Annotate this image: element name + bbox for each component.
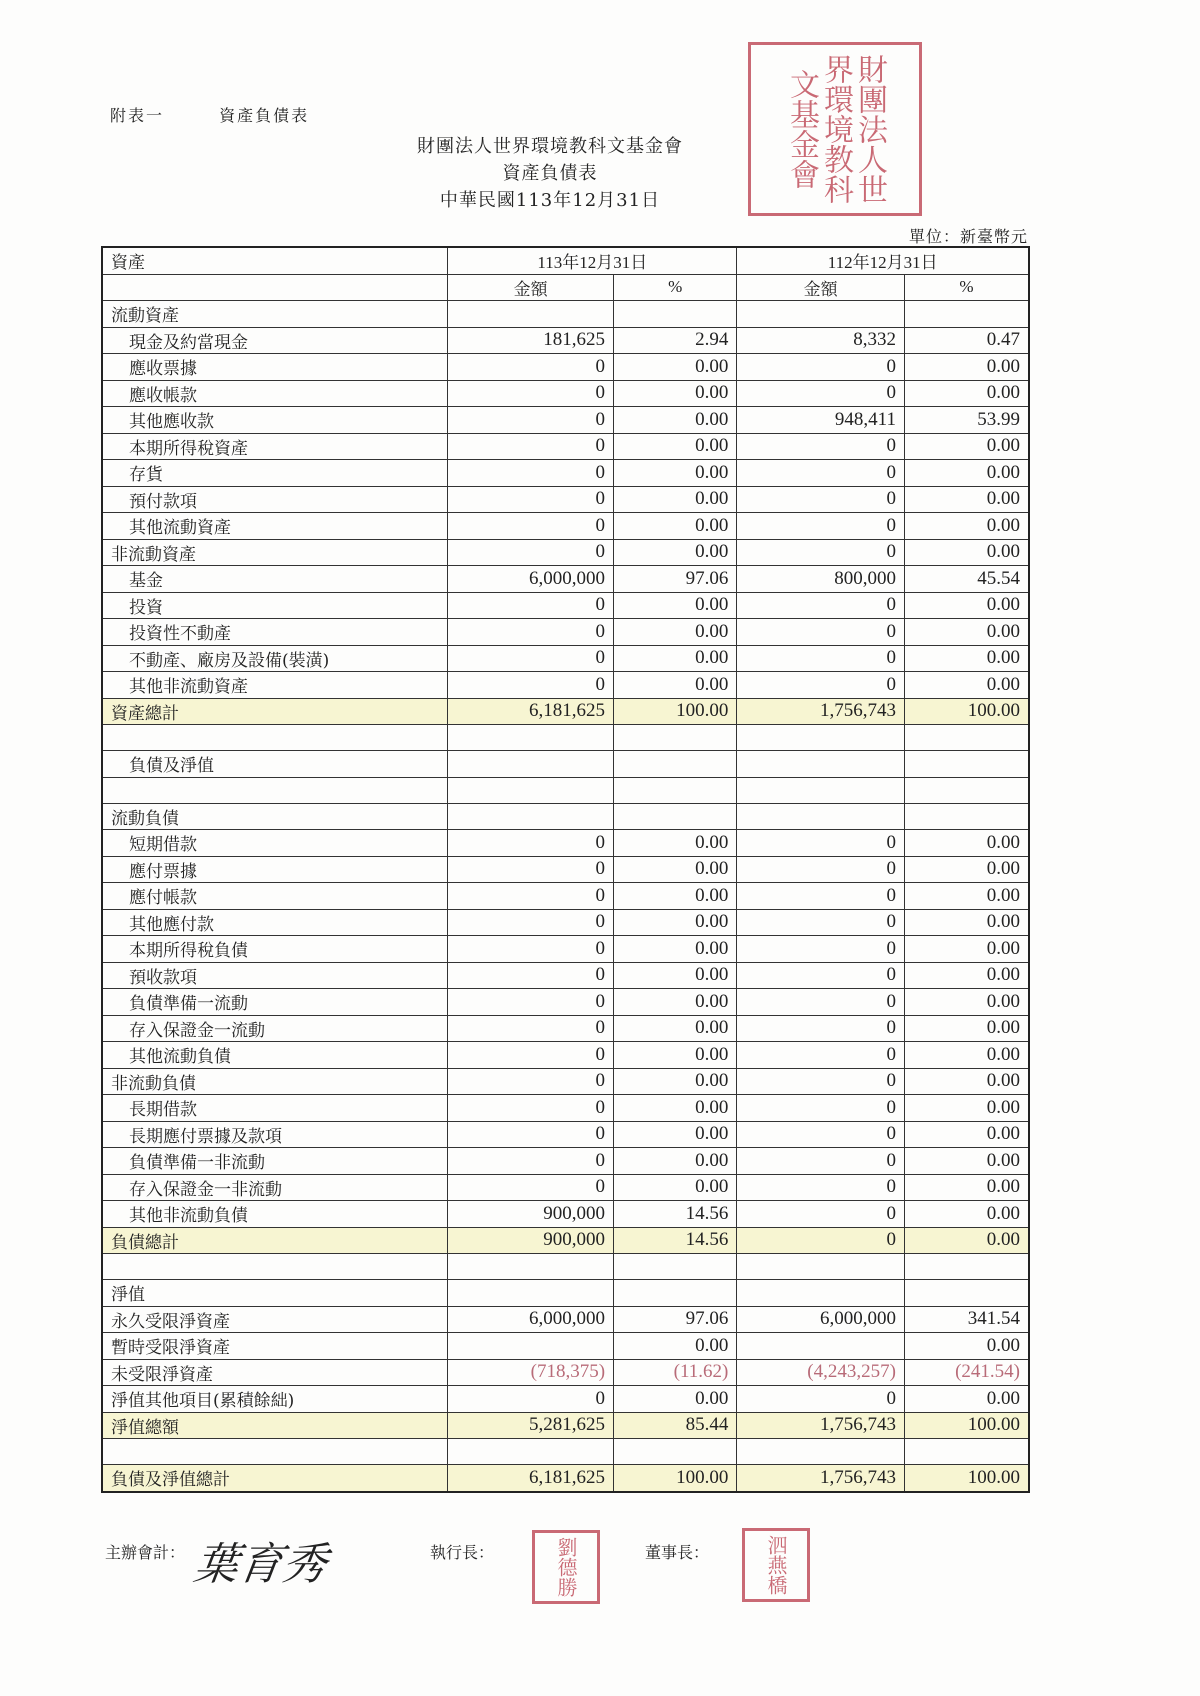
percent-current: 0.00 [614, 989, 737, 1016]
blank-row [102, 725, 1029, 751]
accountant-signature: 葉育秀 [190, 1539, 330, 1590]
percent-current: 100.00 [614, 698, 737, 725]
amount-prior [737, 1439, 905, 1465]
percent-prior: 0.00 [904, 1095, 1029, 1122]
total-row [102, 1412, 1029, 1439]
table-row [102, 962, 1029, 989]
amount-current: 0 [448, 1386, 614, 1413]
percent-prior: 0.00 [904, 619, 1029, 646]
percent-prior: 0.00 [904, 486, 1029, 513]
percent-prior [904, 1254, 1029, 1280]
amount-current: 0 [448, 1121, 614, 1148]
table-row [102, 380, 1029, 407]
corner-label: 資產 [102, 247, 448, 274]
empty-header-cell [102, 274, 448, 301]
percent-current: 0.00 [614, 1174, 737, 1201]
percent-current [614, 803, 737, 830]
amount-prior: 0 [737, 592, 905, 619]
table-row [102, 1201, 1029, 1228]
amount-prior: 0 [737, 513, 905, 540]
period-current: 113年12月31日 [448, 247, 737, 274]
row-label: 本期所得稅負債 [102, 936, 448, 963]
balance-sheet-table [101, 246, 1030, 1493]
amount-prior: 0 [737, 1015, 905, 1042]
table-row [102, 856, 1029, 883]
row-label [102, 777, 448, 803]
col-percent-prior: % [904, 274, 1029, 301]
table-row [102, 989, 1029, 1016]
table-row [102, 1306, 1029, 1333]
row-label: 應付帳款 [102, 883, 448, 910]
percent-current: 0.00 [614, 1042, 737, 1069]
table-row [102, 936, 1029, 963]
ceo-label: 執行長： [430, 1543, 495, 1562]
percent-current: 0.00 [614, 645, 737, 672]
amount-current: 0 [448, 592, 614, 619]
annex-heading [110, 103, 357, 126]
amount-current: 0 [448, 380, 614, 407]
table-body [102, 301, 1029, 1492]
row-label: 其他應付款 [102, 909, 448, 936]
row-label: 投資性不動產 [102, 619, 448, 646]
percent-prior: 0.00 [904, 433, 1029, 460]
table-row [102, 327, 1029, 354]
row-label: 存入保證金一非流動 [102, 1174, 448, 1201]
percent-prior [904, 725, 1029, 751]
percent-prior: 53.99 [904, 407, 1029, 434]
row-label: 暫時受限淨資產 [102, 1333, 448, 1360]
row-label: 非流動資產 [102, 539, 448, 566]
amount-current: 0 [448, 486, 614, 513]
table-row [102, 1174, 1029, 1201]
row-label: 負債及淨值 [102, 751, 448, 778]
amount-current [448, 777, 614, 803]
row-label: 流動負債 [102, 803, 448, 830]
percent-prior [904, 803, 1029, 830]
amount-current [448, 725, 614, 751]
col-percent-current: % [614, 274, 737, 301]
percent-prior: 0.00 [904, 1333, 1029, 1360]
percent-prior: 0.00 [904, 1227, 1029, 1254]
percent-prior: 0.00 [904, 513, 1029, 540]
percent-current: 0.00 [614, 433, 737, 460]
amount-current: 6,000,000 [448, 1306, 614, 1333]
percent-current: 0.00 [614, 962, 737, 989]
amount-current: 0 [448, 1174, 614, 1201]
amount-prior: 0 [737, 830, 905, 857]
total-row [102, 1465, 1029, 1492]
amount-prior: 6,000,000 [737, 1306, 905, 1333]
percent-current [614, 725, 737, 751]
amount-prior [737, 1280, 905, 1307]
table-row [102, 460, 1029, 487]
percent-prior: 0.00 [904, 592, 1029, 619]
amount-prior [737, 725, 905, 751]
table-row [102, 909, 1029, 936]
row-label: 非流動負債 [102, 1068, 448, 1095]
row-label: 應付票據 [102, 856, 448, 883]
amount-current: 6,181,625 [448, 698, 614, 725]
percent-prior [904, 301, 1029, 328]
amount-prior [737, 1333, 905, 1360]
row-label: 存貨 [102, 460, 448, 487]
percent-current: 0.00 [614, 672, 737, 699]
row-label [102, 725, 448, 751]
table-row [102, 513, 1029, 540]
amount-current [448, 301, 614, 328]
amount-current: 0 [448, 856, 614, 883]
percent-prior: 45.54 [904, 566, 1029, 593]
amount-prior: 8,332 [737, 327, 905, 354]
table-row [102, 619, 1029, 646]
row-label: 投資 [102, 592, 448, 619]
column-header-row [102, 274, 1029, 301]
percent-prior: 0.00 [904, 1174, 1029, 1201]
amount-prior: 1,756,743 [737, 1412, 905, 1439]
row-label: 本期所得稅資產 [102, 433, 448, 460]
amount-prior [737, 301, 905, 328]
amount-current: 0 [448, 989, 614, 1016]
doc-date: 中華民國113年12月31日 [439, 190, 661, 211]
amount-current: 0 [448, 962, 614, 989]
percent-current: 97.06 [614, 566, 737, 593]
percent-current: (11.62) [614, 1359, 737, 1386]
row-label: 未受限淨資產 [102, 1359, 448, 1386]
amount-prior [737, 777, 905, 803]
amount-current: 0 [448, 1042, 614, 1069]
amount-current: 0 [448, 1068, 614, 1095]
percent-prior: 0.00 [904, 962, 1029, 989]
table-row [102, 1121, 1029, 1148]
percent-prior: 0.00 [904, 1015, 1029, 1042]
row-label: 長期借款 [102, 1095, 448, 1122]
row-label: 負債準備一流動 [102, 989, 448, 1016]
table-row [102, 592, 1029, 619]
table-row [102, 433, 1029, 460]
percent-prior [904, 1280, 1029, 1307]
row-label: 負債準備一非流動 [102, 1148, 448, 1175]
percent-current [614, 751, 737, 778]
percent-prior: 0.00 [904, 354, 1029, 381]
table-row [102, 883, 1029, 910]
percent-current: 14.56 [614, 1227, 737, 1254]
amount-current: 0 [448, 672, 614, 699]
percent-current [614, 1254, 737, 1280]
percent-prior: 0.00 [904, 883, 1029, 910]
row-label: 基金 [102, 566, 448, 593]
table-row [102, 1148, 1029, 1175]
amount-current: 0 [448, 619, 614, 646]
percent-prior: 0.00 [904, 672, 1029, 699]
amount-current: 0 [448, 460, 614, 487]
accountant-label: 主辦會計： [105, 1543, 186, 1562]
amount-current: 0 [448, 407, 614, 434]
amount-prior: 0 [737, 460, 905, 487]
col-amount-current: 金額 [448, 274, 614, 301]
amount-prior: 948,411 [737, 407, 905, 434]
percent-current: 0.00 [614, 513, 737, 540]
amount-prior [737, 803, 905, 830]
percent-prior: 0.00 [904, 539, 1029, 566]
row-label: 短期借款 [102, 830, 448, 857]
period-header-row [102, 247, 1029, 274]
chair-label: 董事長： [645, 1543, 710, 1562]
annex-label: 附表一 [110, 106, 165, 125]
section-row [102, 301, 1029, 328]
percent-prior: 0.00 [904, 830, 1029, 857]
document-title-block [380, 133, 720, 214]
percent-current: 0.00 [614, 830, 737, 857]
row-label: 負債及淨值總計 [102, 1465, 448, 1492]
amount-current: 0 [448, 883, 614, 910]
amount-prior: 0 [737, 486, 905, 513]
amount-current: 0 [448, 433, 614, 460]
currency-unit: 單位：新臺幣元 [908, 227, 1028, 246]
amount-current: 0 [448, 1015, 614, 1042]
row-label: 其他非流動負債 [102, 1201, 448, 1228]
amount-prior: 0 [737, 1095, 905, 1122]
percent-current: 14.56 [614, 1201, 737, 1228]
amount-prior: 0 [737, 619, 905, 646]
percent-current: 0.00 [614, 936, 737, 963]
percent-current: 100.00 [614, 1465, 737, 1492]
amount-prior: 0 [737, 1148, 905, 1175]
amount-prior: 0 [737, 539, 905, 566]
amount-prior: 0 [737, 1386, 905, 1413]
amount-prior: 0 [737, 962, 905, 989]
percent-current: 0.00 [614, 1386, 737, 1413]
percent-prior: 0.00 [904, 1148, 1029, 1175]
org-name: 財團法人世界環境教科文基金會 [417, 136, 683, 157]
amount-current: 0 [448, 354, 614, 381]
percent-prior: 0.00 [904, 1042, 1029, 1069]
row-label [102, 1439, 448, 1465]
row-label: 現金及約當現金 [102, 327, 448, 354]
annex-title: 資產負債表 [219, 106, 310, 125]
amount-prior: 0 [737, 380, 905, 407]
percent-prior: 0.00 [904, 645, 1029, 672]
percent-current: 0.00 [614, 619, 737, 646]
amount-prior: 0 [737, 1068, 905, 1095]
table-row [102, 672, 1029, 699]
percent-current: 0.00 [614, 1121, 737, 1148]
amount-current [448, 1439, 614, 1465]
table-row [102, 1359, 1029, 1386]
percent-current: 0.00 [614, 592, 737, 619]
percent-prior [904, 751, 1029, 778]
amount-current: 0 [448, 513, 614, 540]
amount-current [448, 1280, 614, 1307]
percent-current: 0.00 [614, 354, 737, 381]
table-row [102, 645, 1029, 672]
row-label: 不動產、廠房及設備(裝潢) [102, 645, 448, 672]
period-prior: 112年12月31日 [737, 247, 1029, 274]
amount-prior: 0 [737, 936, 905, 963]
table-row [102, 1042, 1029, 1069]
percent-current: 2.94 [614, 327, 737, 354]
amount-prior: 0 [737, 354, 905, 381]
amount-prior: 0 [737, 1042, 905, 1069]
percent-current: 0.00 [614, 1068, 737, 1095]
amount-current: (718,375) [448, 1359, 614, 1386]
amount-prior: 0 [737, 909, 905, 936]
percent-prior: 0.00 [904, 1201, 1029, 1228]
percent-prior [904, 777, 1029, 803]
table-row [102, 1015, 1029, 1042]
percent-current: 0.00 [614, 856, 737, 883]
row-label: 預付款項 [102, 486, 448, 513]
percent-prior: 0.00 [904, 936, 1029, 963]
amount-prior: 0 [737, 1227, 905, 1254]
table-row [102, 1068, 1029, 1095]
row-label: 流動資產 [102, 301, 448, 328]
chair-seal-icon: 泗燕橋 [742, 1528, 810, 1602]
percent-prior: 0.00 [904, 460, 1029, 487]
row-label: 其他流動資產 [102, 513, 448, 540]
percent-prior: 0.00 [904, 1121, 1029, 1148]
amount-prior: 800,000 [737, 566, 905, 593]
organization-seal-icon: 財團法人世界環境教科文基金會 [748, 42, 922, 216]
amount-current: 0 [448, 1095, 614, 1122]
amount-current: 0 [448, 1148, 614, 1175]
percent-prior [904, 1439, 1029, 1465]
row-label [102, 1254, 448, 1280]
percent-current [614, 1439, 737, 1465]
percent-current [614, 301, 737, 328]
blank-row [102, 777, 1029, 803]
percent-current: 0.00 [614, 460, 737, 487]
table-row [102, 566, 1029, 593]
percent-prior: 0.00 [904, 380, 1029, 407]
section-row [102, 803, 1029, 830]
ceo-seal-icon: 劉德勝 [532, 1530, 600, 1604]
section-row [102, 751, 1029, 778]
percent-current: 0.00 [614, 1095, 737, 1122]
amount-current: 900,000 [448, 1227, 614, 1254]
percent-prior: 0.00 [904, 909, 1029, 936]
amount-prior: 0 [737, 672, 905, 699]
amount-prior [737, 751, 905, 778]
amount-prior: 1,756,743 [737, 698, 905, 725]
percent-current [614, 1280, 737, 1307]
table-row [102, 1095, 1029, 1122]
amount-prior: 0 [737, 883, 905, 910]
percent-current: 0.00 [614, 1015, 737, 1042]
row-label: 應收帳款 [102, 380, 448, 407]
percent-current: 0.00 [614, 1333, 737, 1360]
amount-current: 6,000,000 [448, 566, 614, 593]
percent-current: 0.00 [614, 380, 737, 407]
percent-prior: 0.00 [904, 856, 1029, 883]
row-label: 負債總計 [102, 1227, 448, 1254]
table-row [102, 539, 1029, 566]
col-amount-prior: 金額 [737, 274, 905, 301]
amount-current: 0 [448, 909, 614, 936]
row-label: 淨值 [102, 1280, 448, 1307]
percent-prior: 0.47 [904, 327, 1029, 354]
row-label: 淨值總額 [102, 1412, 448, 1439]
section-row [102, 1280, 1029, 1307]
total-row [102, 1227, 1029, 1254]
amount-current [448, 803, 614, 830]
percent-current: 0.00 [614, 909, 737, 936]
percent-current: 0.00 [614, 883, 737, 910]
row-label: 資產總計 [102, 698, 448, 725]
amount-prior: 0 [737, 1201, 905, 1228]
row-label: 應收票據 [102, 354, 448, 381]
row-label: 其他應收款 [102, 407, 448, 434]
percent-current: 0.00 [614, 539, 737, 566]
row-label: 存入保證金一流動 [102, 1015, 448, 1042]
amount-current: 0 [448, 936, 614, 963]
amount-prior: 0 [737, 433, 905, 460]
amount-current: 900,000 [448, 1201, 614, 1228]
percent-prior: 100.00 [904, 1465, 1029, 1492]
amount-prior: 0 [737, 645, 905, 672]
amount-current: 0 [448, 830, 614, 857]
amount-prior: 0 [737, 989, 905, 1016]
amount-prior [737, 1254, 905, 1280]
amount-current: 5,281,625 [448, 1412, 614, 1439]
percent-prior: 0.00 [904, 1068, 1029, 1095]
percent-current: 97.06 [614, 1306, 737, 1333]
row-label: 預收款項 [102, 962, 448, 989]
percent-prior: 341.54 [904, 1306, 1029, 1333]
table-row [102, 1333, 1029, 1360]
amount-current: 0 [448, 645, 614, 672]
row-label: 其他非流動資產 [102, 672, 448, 699]
total-row [102, 698, 1029, 725]
amount-prior: 0 [737, 1174, 905, 1201]
percent-prior: (241.54) [904, 1359, 1029, 1386]
percent-current: 0.00 [614, 1148, 737, 1175]
table-row [102, 830, 1029, 857]
amount-prior: (4,243,257) [737, 1359, 905, 1386]
amount-current: 0 [448, 539, 614, 566]
table-row [102, 407, 1029, 434]
row-label: 淨值其他項目(累積餘絀) [102, 1386, 448, 1413]
row-label: 其他流動負債 [102, 1042, 448, 1069]
percent-current: 0.00 [614, 486, 737, 513]
doc-title: 資產負債表 [502, 163, 598, 184]
amount-prior: 0 [737, 856, 905, 883]
row-label: 永久受限淨資產 [102, 1306, 448, 1333]
amount-prior: 1,756,743 [737, 1465, 905, 1492]
percent-prior: 100.00 [904, 698, 1029, 725]
amount-current [448, 1333, 614, 1360]
amount-prior: 0 [737, 1121, 905, 1148]
blank-row [102, 1439, 1029, 1465]
percent-current: 85.44 [614, 1412, 737, 1439]
amount-current [448, 751, 614, 778]
percent-prior: 100.00 [904, 1412, 1029, 1439]
percent-prior: 0.00 [904, 989, 1029, 1016]
blank-row [102, 1254, 1029, 1280]
table-row [102, 486, 1029, 513]
amount-current: 181,625 [448, 327, 614, 354]
row-label: 長期應付票據及款項 [102, 1121, 448, 1148]
amount-current [448, 1254, 614, 1280]
percent-current [614, 777, 737, 803]
table-row [102, 354, 1029, 381]
table-row [102, 1386, 1029, 1413]
amount-current: 6,181,625 [448, 1465, 614, 1492]
percent-current: 0.00 [614, 407, 737, 434]
percent-prior: 0.00 [904, 1386, 1029, 1413]
